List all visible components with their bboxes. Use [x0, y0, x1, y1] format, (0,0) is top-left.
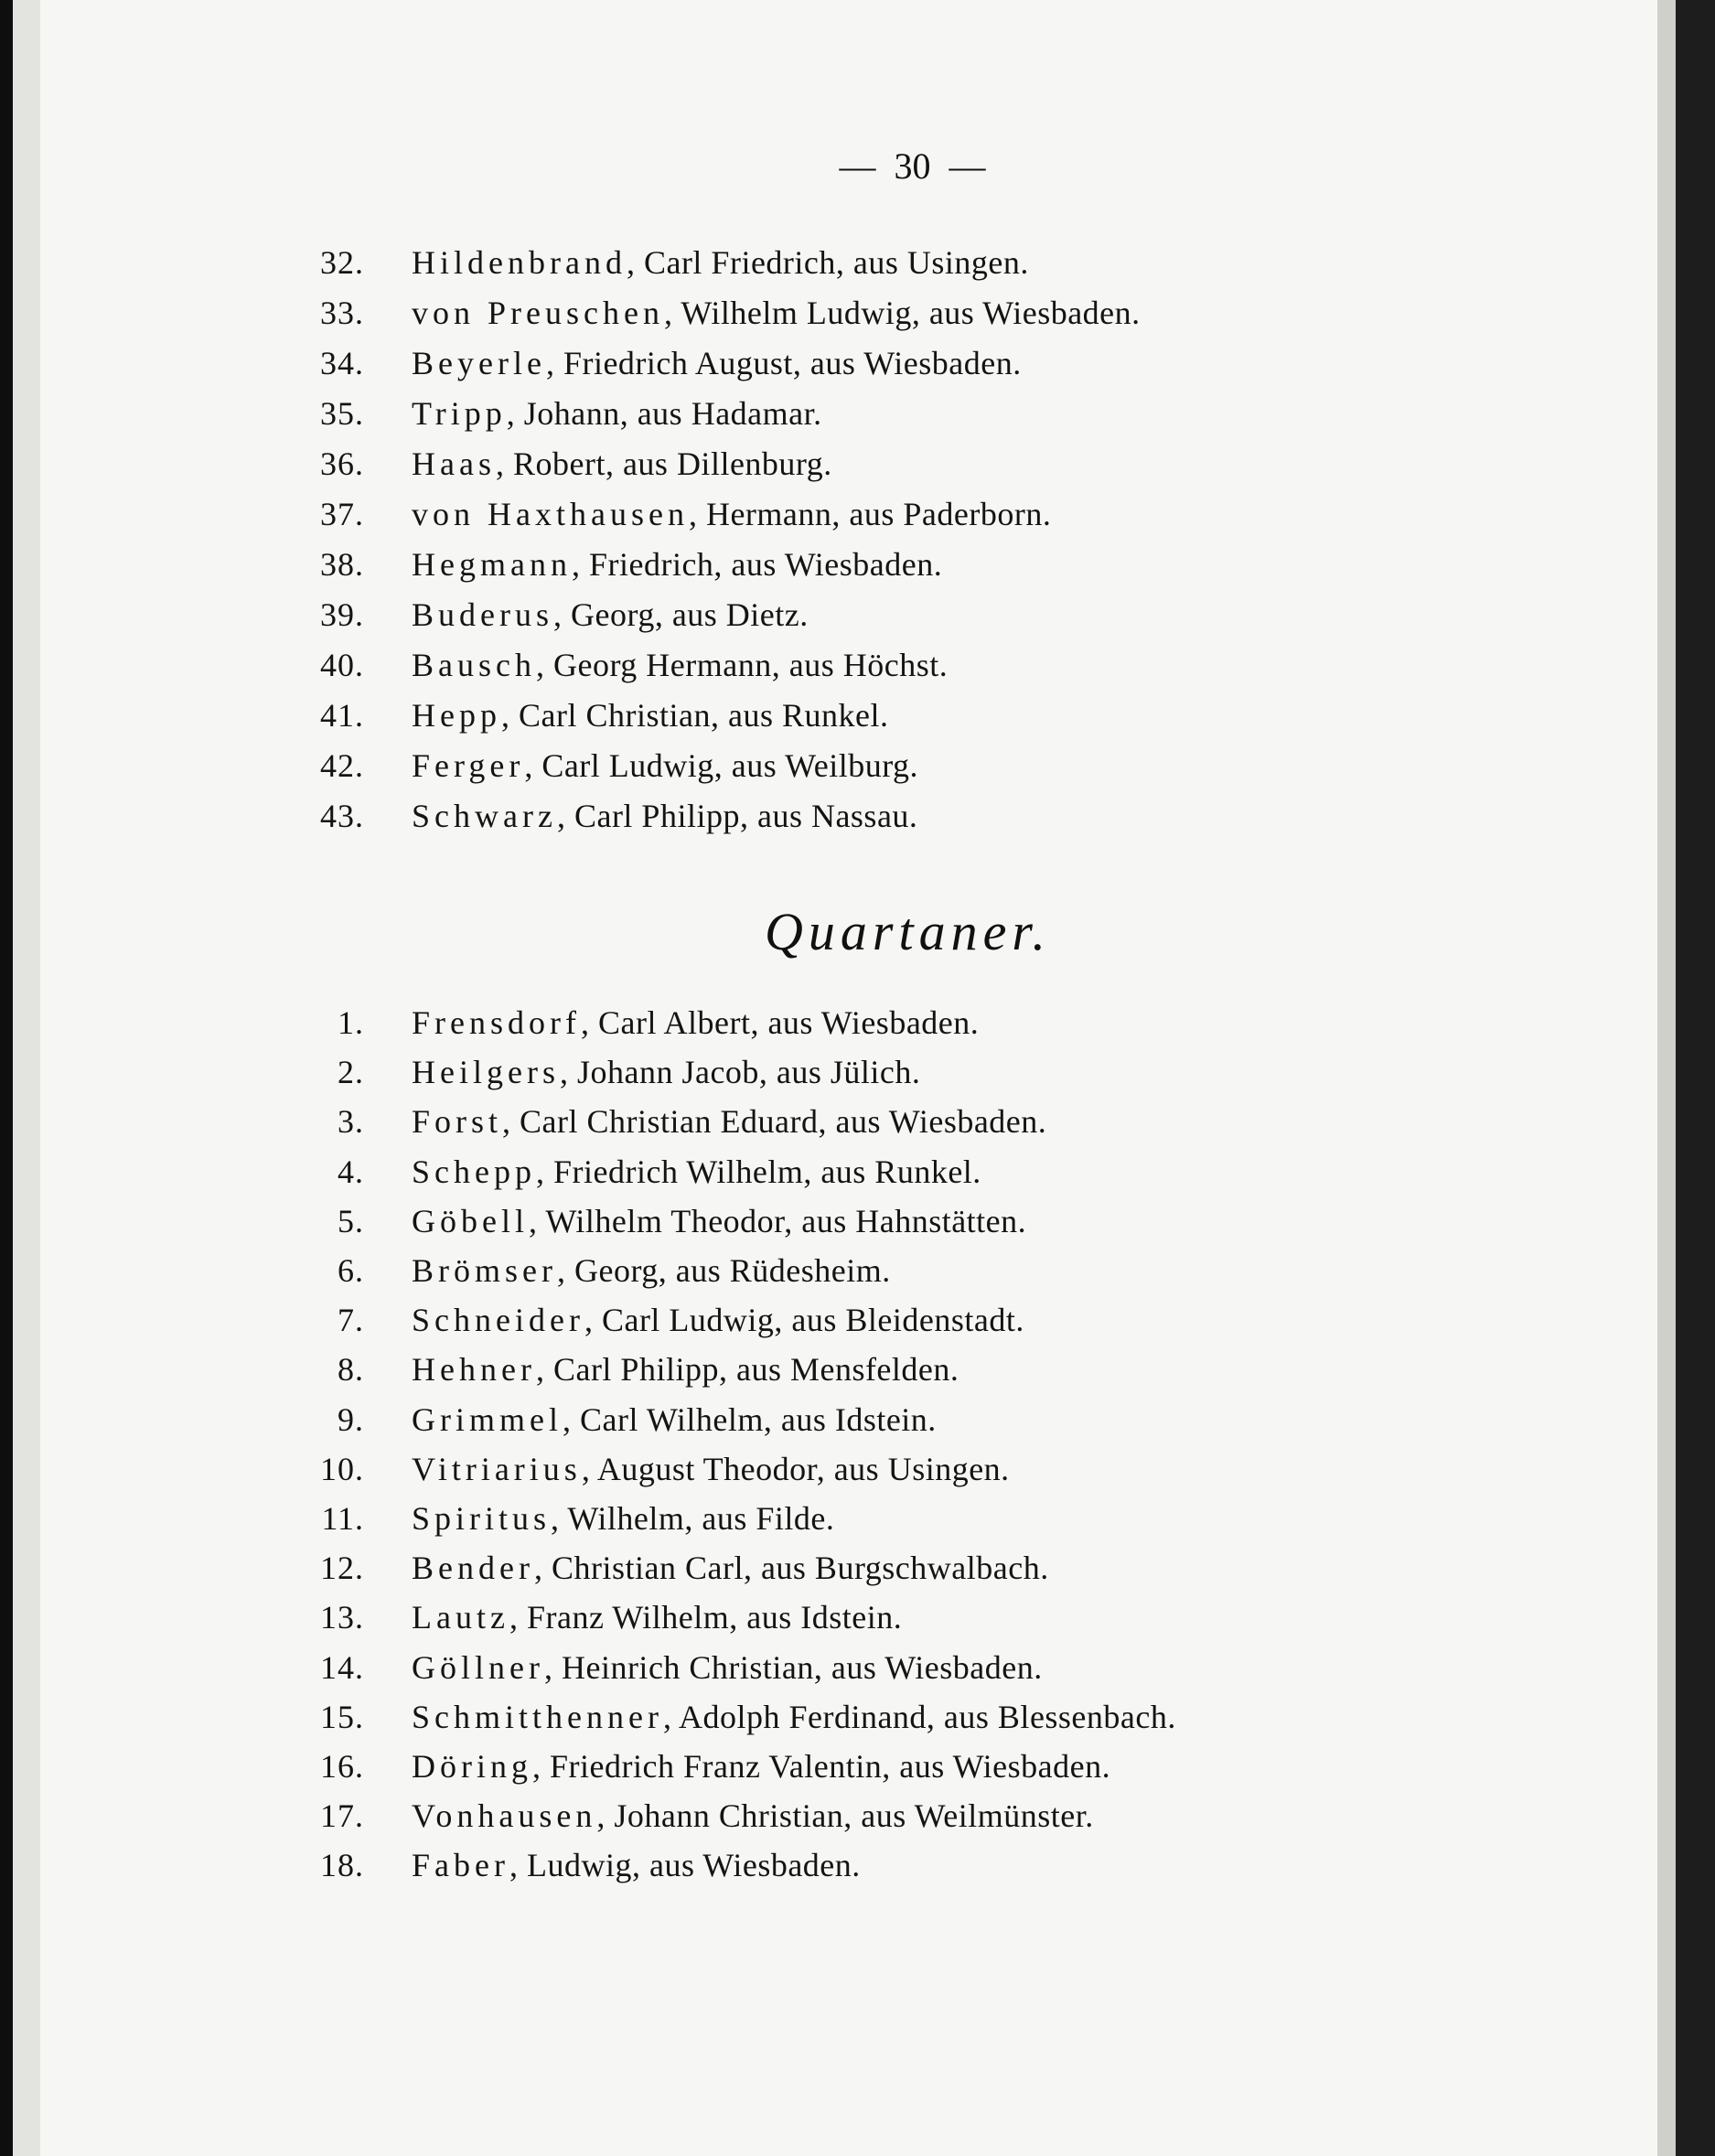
entry-number: 38. — [320, 546, 364, 583]
list-entry — [0, 1793, 1463, 1839]
entry-details: , August Theodor, aus Usingen. — [581, 1450, 1010, 1487]
list-entry — [0, 1000, 1463, 1046]
entry-surname: Ferger — [412, 747, 525, 784]
entry-surname: Schwarz — [412, 798, 557, 834]
entry-surname: Bausch — [412, 647, 536, 683]
entry-name-line — [412, 340, 1022, 386]
list-entry — [0, 1397, 1463, 1443]
list-entry — [0, 1346, 1463, 1392]
entry-surname: von Preuschen — [412, 295, 664, 331]
list-entry — [0, 1297, 1463, 1343]
list-entry — [0, 1842, 1463, 1888]
entry-details: , Wilhelm Ludwig, aus Wiesbaden. — [663, 295, 1141, 331]
entry-surname: Vitriarius — [412, 1450, 582, 1487]
entry-surname: Göllner — [412, 1648, 544, 1686]
entry-name-line — [412, 793, 917, 839]
entry-number: 39. — [320, 596, 364, 633]
entry-details: , Friedrich August, aus Wiesbaden. — [545, 345, 1022, 381]
entry-details: , Carl Christian, aus Runkel. — [500, 697, 889, 734]
entry-surname: Hehner — [412, 1351, 536, 1389]
entry-number: 33. — [320, 295, 364, 331]
entry-details: , Friedrich Franz Valentin, aus Wiesbaden. — [532, 1748, 1111, 1785]
list-entry — [0, 391, 1463, 436]
list-entry — [0, 1694, 1463, 1740]
entry-details: , Hermann, aus Paderborn. — [688, 496, 1052, 532]
entry-details: , Ludwig, aus Wiesbaden. — [509, 1847, 861, 1884]
entry-surname: Beyerle — [412, 345, 546, 381]
entry-number: 32. — [320, 244, 364, 281]
entry-details: , Friedrich Wilhelm, aus Runkel. — [535, 1153, 981, 1190]
list-entry — [0, 542, 1463, 587]
entry-surname: Haas — [412, 445, 496, 482]
entry-number: 8. — [338, 1351, 364, 1389]
entry-number: 15. — [320, 1698, 364, 1735]
entry-name-line — [412, 1645, 1043, 1690]
list-entry — [0, 743, 1463, 788]
page-number-dash-left: — — [839, 145, 876, 187]
entry-details: , Carl Wilhelm, aus Idstein. — [562, 1400, 937, 1438]
entry-name-line — [412, 290, 1141, 336]
entry-number: 18. — [320, 1847, 364, 1884]
entry-surname: Spiritus — [412, 1500, 552, 1537]
entry-number: 1. — [338, 1004, 364, 1041]
entry-surname: Frensdorf — [412, 1004, 581, 1041]
entry-name-line — [412, 1248, 891, 1293]
entry-name-line — [412, 1397, 937, 1443]
entry-details: , Carl Friedrich, aus Usingen. — [626, 244, 1029, 281]
entry-name-line — [412, 1099, 1046, 1144]
entry-number: 9. — [338, 1400, 364, 1438]
list-entry — [0, 1645, 1463, 1690]
entry-surname: Vonhausen — [412, 1797, 597, 1835]
entry-details: , Carl Ludwig, aus Weilburg. — [524, 747, 919, 784]
entry-surname: Döring — [412, 1748, 532, 1785]
entry-name-line — [412, 441, 832, 487]
list-entry — [0, 1099, 1463, 1144]
entry-name-line — [412, 1793, 1094, 1839]
section-heading-quartaner: Quartaner. — [765, 902, 1051, 961]
entry-name-line — [412, 1297, 1024, 1343]
list-entry — [0, 1149, 1463, 1195]
entry-name-line — [412, 1842, 861, 1888]
entry-details: , Adolph Ferdinand, aus Blessenbach. — [662, 1698, 1176, 1735]
entry-details: , Carl Christian Eduard, aus Wiesbaden. — [502, 1103, 1047, 1141]
list-entry — [0, 340, 1463, 386]
entry-number: 10. — [320, 1450, 364, 1487]
list-entry — [0, 1248, 1463, 1293]
entry-number: 6. — [338, 1252, 364, 1289]
entry-name-line — [412, 1346, 959, 1392]
entry-surname: Tripp — [412, 395, 507, 432]
entry-details: , Georg Hermann, aus Höchst. — [535, 647, 949, 683]
entry-number: 17. — [320, 1797, 364, 1835]
entry-name-line — [412, 1694, 1176, 1740]
page-number: 30 — [894, 145, 931, 187]
entry-details: , Wilhelm, aus Filde. — [551, 1500, 835, 1537]
list-entry — [0, 441, 1463, 487]
entry-name-line — [412, 1446, 1010, 1492]
entry-number: 36. — [320, 445, 364, 482]
entry-surname: Brömser — [412, 1252, 557, 1289]
entry-number: 12. — [320, 1550, 364, 1587]
entry-surname: Hildenbrand — [412, 244, 627, 281]
list-entry — [0, 793, 1463, 839]
entry-name-line — [412, 642, 948, 688]
entry-number: 16. — [320, 1748, 364, 1785]
entry-number: 14. — [320, 1648, 364, 1686]
entry-surname: Schneider — [412, 1302, 584, 1339]
entry-details: , Friedrich, aus Wiesbaden. — [571, 546, 943, 583]
entry-surname: Schepp — [412, 1153, 536, 1190]
list-entry — [0, 1049, 1463, 1095]
entry-name-line — [412, 1743, 1110, 1789]
entry-surname: Hegmann — [412, 546, 572, 583]
page-outer-edge — [1676, 0, 1715, 2156]
list-entry — [0, 592, 1463, 638]
entry-surname: Schmitthenner — [412, 1698, 663, 1735]
list-entry — [0, 642, 1463, 688]
entry-surname: Göbell — [412, 1202, 529, 1239]
entry-details: , Johann Christian, aus Weilmünster. — [596, 1797, 1094, 1835]
entry-name-line — [412, 592, 809, 638]
entry-surname: Lautz — [412, 1599, 509, 1636]
entry-details: , Carl Albert, aus Wiesbaden. — [580, 1004, 980, 1041]
entry-number: 11. — [321, 1500, 364, 1537]
entry-surname: Faber — [412, 1847, 509, 1884]
entry-number: 43. — [320, 798, 364, 834]
entry-name-line — [412, 1545, 1049, 1591]
entry-name-line — [412, 1594, 902, 1640]
list-entry — [0, 1446, 1463, 1492]
page-number-dash-right: — — [949, 145, 986, 187]
entry-surname: Bender — [412, 1550, 534, 1587]
entry-number: 2. — [338, 1054, 364, 1091]
entry-name-line — [412, 240, 1029, 285]
entry-details: , Georg, aus Dietz. — [553, 596, 809, 633]
entry-number: 42. — [320, 747, 364, 784]
entry-name-line — [412, 1000, 979, 1046]
entry-number: 5. — [338, 1202, 364, 1239]
entry-surname: Forst — [412, 1103, 503, 1141]
entry-details: , Christian Carl, aus Burgschwalbach. — [533, 1550, 1049, 1587]
list-entry — [0, 1496, 1463, 1541]
list-entry — [0, 1545, 1463, 1591]
list-entry — [0, 1198, 1463, 1244]
entry-name-line — [412, 1149, 981, 1195]
entry-surname: von Haxthausen — [412, 496, 689, 532]
entry-surname: Heilgers — [412, 1054, 560, 1091]
entry-details: , Georg, aus Rüdesheim. — [556, 1252, 891, 1289]
entry-details: , Johann, aus Hadamar. — [506, 395, 822, 432]
entry-name-line — [412, 692, 888, 738]
entry-name-line — [412, 391, 822, 436]
entry-number: 4. — [338, 1153, 364, 1190]
entry-details: , Carl Philipp, aus Mensfelden. — [535, 1351, 959, 1389]
list-entry — [0, 1594, 1463, 1640]
entry-surname: Grimmel — [412, 1400, 563, 1438]
list-entry — [0, 240, 1463, 285]
entry-number: 37. — [320, 496, 364, 532]
entry-number: 35. — [320, 395, 364, 432]
entry-details: , Carl Ludwig, aus Bleidenstadt. — [584, 1302, 1024, 1339]
entry-number: 34. — [320, 345, 364, 381]
entry-number: 13. — [320, 1599, 364, 1636]
entry-number: 7. — [338, 1302, 364, 1339]
page-number-header — [0, 145, 1715, 188]
entry-details: , Franz Wilhelm, aus Idstein. — [509, 1599, 903, 1636]
list-entry — [0, 290, 1463, 336]
entry-surname: Hepp — [412, 697, 501, 734]
entry-details: , Wilhelm Theodor, aus Hahnstätten. — [528, 1202, 1027, 1239]
entry-details: , Robert, aus Dillenburg. — [495, 445, 832, 482]
entry-name-line — [412, 1496, 834, 1541]
list-entry — [0, 1743, 1463, 1789]
list-entry — [0, 692, 1463, 738]
entry-number: 40. — [320, 647, 364, 683]
entry-name-line — [412, 1049, 920, 1095]
page-edge-shadow — [1657, 0, 1677, 2156]
list-entry — [0, 491, 1463, 537]
entry-name-line — [412, 491, 1051, 537]
entry-name-line — [412, 743, 918, 788]
entry-name-line — [412, 1198, 1026, 1244]
entry-number: 41. — [320, 697, 364, 734]
entry-number: 3. — [338, 1103, 364, 1141]
entry-details: , Johann Jacob, aus Jülich. — [559, 1054, 921, 1091]
entry-name-line — [412, 542, 942, 587]
entry-surname: Buderus — [412, 596, 553, 633]
entry-details: , Heinrich Christian, aus Wiesbaden. — [543, 1648, 1043, 1686]
entry-details: , Carl Philipp, aus Nassau. — [556, 798, 918, 834]
